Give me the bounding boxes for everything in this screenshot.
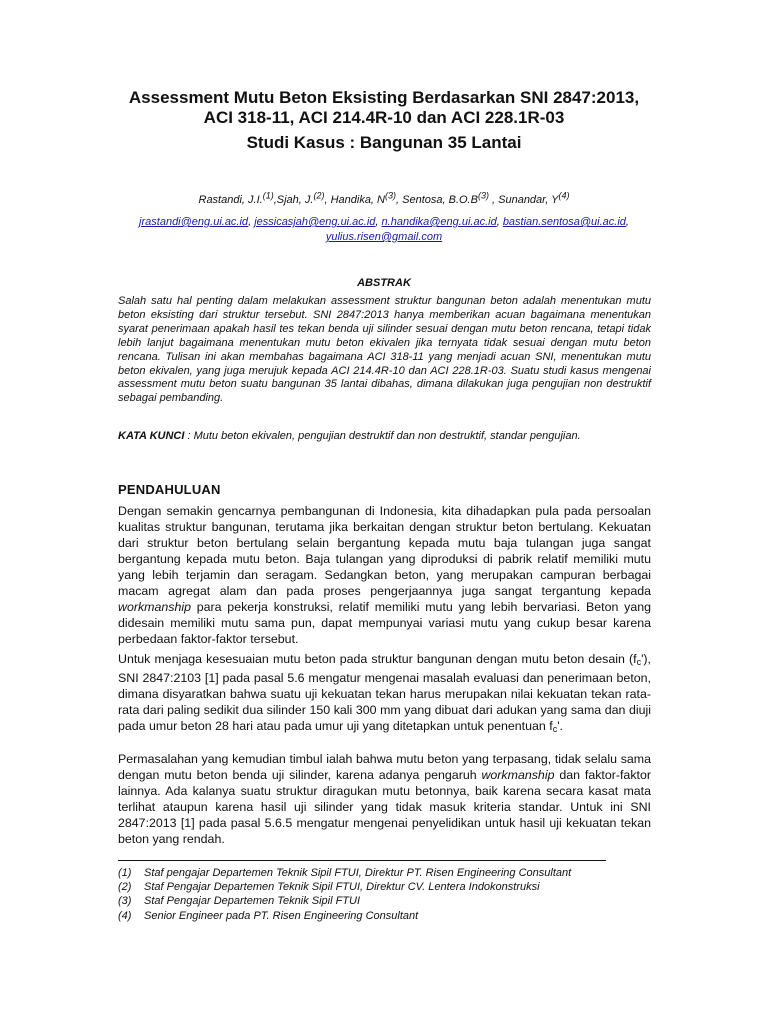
keywords-text: : Mutu beton ekivalen, pengujian destruktif dan non destruktif, standar pengujian. [184,430,581,442]
keywords-label: KATA KUNCI [118,430,185,442]
footnote-item: (4) Senior Engineer pada PT. Risen Engineering Consultant [118,909,419,922]
paragraph-1: Dengan semakin gencarnya pembangunan di Indonesia, kita dihadapkan pula pada persoalan kualitas struktur bangunan, terutama jika berkaitan dengan struktur beton bertulang. Kekuatan dari struktur beton bertulang selain bergantung kepada mutu baja tulangan juga sangat bergantung kepada mutu beton. Baja tulangan yang diproduksi di pabrik relatif memiliki mutu yang lebih terjamin dan seragam. Sedangkan beton, yang merupakan campuran berbagai macam agregat alam dan pada proses pengerjaannya juga sangat tergantung kepada workmanship para pekerja konstruksi, relatif memiliki mutu yang lebih bervariasi. Beton yang didesain memiliki mutu sama pun, dapat mempunyai variasi mutu yang cukup besar karena perbedaan faktor-faktor tersebut. [118,504,651,646]
paragraph-2: Untuk menjaga kesesuaian mutu beton pada struktur bangunan dengan mutu beton desain (fc'), SNI 2847:2103 [1] pada pasal 5.6 mengatur mengenai masalah evaluasi dan penerimaan beton, dimana disyaratkan bahwa suatu uji kekuatan tekan harus merupakan nilai kekuatan tekan rata-rata dari paling sedikit dua silinder 150 kali 300 mm yang dibuat dari adukan yang sama dan diuji pada umur beton 28 hari atau pada umur uji yang ditetapkan untuk penentuan fc'. [118,652,651,734]
email-link-1[interactable]: jrastandi@eng.ui.ac.id [139,216,249,228]
email-link-5[interactable]: yulius.risen@gmail.com [325,231,443,243]
author-4: Sentosa, $B.O.B^{(3)}$ , [402,190,499,206]
paper-title [100,88,668,128]
author-list [80,188,688,207]
footnote-list [118,866,658,923]
author-2: Sjah, J.$^{(2)}$, [276,190,331,206]
paper-subtitle: Studi Kasus : Bangunan 35 Lantai [246,133,522,152]
title-line-2: ACI 318-11, ACI 214.4R-10 dan ACI 228.1R-03 [203,108,565,127]
email-link-2[interactable]: jessicasjah@eng.ui.ac.id [254,216,376,228]
footnote-divider [118,860,606,861]
abstract-text: Salah satu hal penting dalam melakukan assessment struktur bangunan beton adalah menentukan mutu beton eksisting dari struktur tersebut. SNI 2847:2013 hanya memberikan acuan bagaimana menentukan syarat penerimaan apakah hasil tes tekan benda uji silinder sesuai dengan mutu beton rencana, tetapi tidak lebih lanjut bagaimana menentukan mutu beton ekivalen jika ternyata tidak sesuai dengan mutu beton rencana. Tulisan ini akan membahas bagaimana ACI 318-11 yang menjadi acuan SNI, menentukan mutu beton ekivalen, yang juga merujuk kepada ACI 214.4R-10 dan ACI 228.1R-03. Suatu studi kasus mengenai assessment mutu beton suatu bangunan 35 lantai dibahas, dimana dilakukan juga pengujian non destruktif sebagai pembanding. [118,295,651,405]
section-heading: PENDAHULUAN [118,482,221,497]
footnote-item: (1) Staf pengajar Departemen Teknik Sipil FTUI, Direktur PT. Risen Engineering Consultant [118,867,572,879]
footnote-item: (3) Staf Pengajar Departemen Teknik Sipil FTUI [118,895,361,908]
email-link-3[interactable]: n.handika@eng.ui.ac.id [381,216,497,228]
email-link-4[interactable]: bastian.sentosa@ui.ac.id [502,216,626,228]
keywords [118,429,651,443]
author-3: Handika, $N^{(3)}$, [330,190,403,206]
author-5: Sunandar, $Y^{(4)}$ [498,190,570,206]
author-1: Rastandi, J.I.$^{(1)}$, [198,190,277,206]
abstract-heading: ABSTRAK [357,277,411,289]
title-line-1: Assessment Mutu Beton Eksisting Berdasarkan SNI 2847:2013, [128,88,640,107]
paragraph-3: Permasalahan yang kemudian timbul ialah bahwa mutu beton yang terpasang, tidak selalu sama dengan mutu beton benda uji silinder, karena adanya pengaruh workmanship dan faktor-faktor lainnya. Ada kalanya suatu struktur diragukan mutu betonnya, baik karena secara kasat mata terlihat ataupun karena hasil uji silinder yang tidak masuk kriteria standar. Untuk ini SNI 2847:2013 [1] pada pasal 5.6.5 mengatur mengenai penyelidikan untuk hasil uji kekuatan tekan beton yang rendah. [118,752,651,846]
email-list: jrastandi@eng.ui.ac.id, jessicasjah@eng.ui.ac.id, n.handika@eng.ui.ac.id, bastian.sentosa@ui.ac.id, yulius.risen@gmail.com [139,216,629,243]
footnote-item: (2) Staf Pengajar Departemen Teknik Sipil FTUI, Direktur CV. Lentera Indokonstruksi [118,881,540,894]
